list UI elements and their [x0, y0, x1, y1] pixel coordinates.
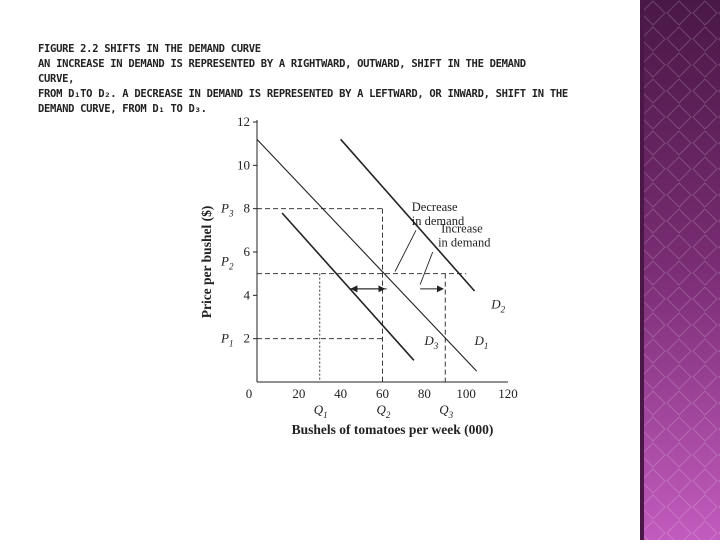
quantity-label-Q1: $Q_1$ [313, 402, 328, 420]
demand-shift-chart [195, 112, 535, 442]
x-tick-label: 100 [456, 386, 476, 401]
y-tick-label: 4 [243, 287, 250, 303]
increase-leader-line [420, 252, 433, 285]
decrease-leader-line [395, 230, 416, 271]
price-label-P3: $P_3$ [221, 200, 234, 219]
figure-caption [38, 42, 608, 117]
caption-line-3: CURVE, [38, 73, 75, 85]
quantity-label-Q2: $Q_2$ [376, 402, 391, 420]
curve-label-D3: $D_3$ [424, 333, 439, 352]
price-label-P2: $P_2$ [221, 253, 234, 272]
panel-edge [640, 0, 644, 540]
decorative-side-panel [640, 0, 720, 540]
caption-title: FIGURE 2.2 SHIFTS IN THE DEMAND CURVE [38, 43, 261, 55]
x-tick-label: 80 [417, 386, 431, 401]
y-tick-label: 8 [243, 200, 250, 216]
quantity-label-Q3: $Q_3$ [439, 402, 454, 420]
x-tick-label: 120 [498, 386, 518, 401]
curve-label-D1: $D_1$ [474, 333, 489, 352]
diamond-pattern [640, 0, 720, 540]
caption-line-4: FROM D₁TO D₂. A DECREASE IN DEMAND IS REPRESENTED BY A LEFTWARD, OR INWARD, SHIFT IN THE [38, 88, 568, 100]
y-tick-label: 6 [243, 244, 250, 259]
curve-label-D2: $D_2$ [491, 296, 506, 315]
price-label-P1: $P_1$ [221, 330, 234, 349]
y-tick-label: 12 [237, 114, 250, 129]
caption-line-2: AN INCREASE IN DEMAND IS REPRESENTED BY A RIGHTWARD, OUTWARD, SHIFT IN THE DEMAND [38, 58, 526, 70]
annotation-line-1: Increase [441, 221, 483, 236]
y-tick-label: 10 [237, 157, 250, 173]
annotation-line-2: in demand [411, 213, 465, 228]
y-tick-label: 2 [243, 330, 250, 346]
annotation-line-1: Decrease [411, 199, 458, 214]
y-axis-title: Price per bushel ($) [199, 205, 214, 319]
x-tick-label: 40 [334, 386, 348, 401]
x-axis-title: Bushels of tomatoes per week (000) [291, 422, 494, 437]
caption-line-5: DEMAND CURVE, FROM D₁ TO D₃. [38, 103, 207, 115]
x-tick-label: 60 [376, 386, 389, 401]
x-tick-label: 20 [292, 386, 306, 401]
annotation-line-2: in demand [438, 235, 491, 250]
x-tick-label: 0 [245, 386, 253, 401]
